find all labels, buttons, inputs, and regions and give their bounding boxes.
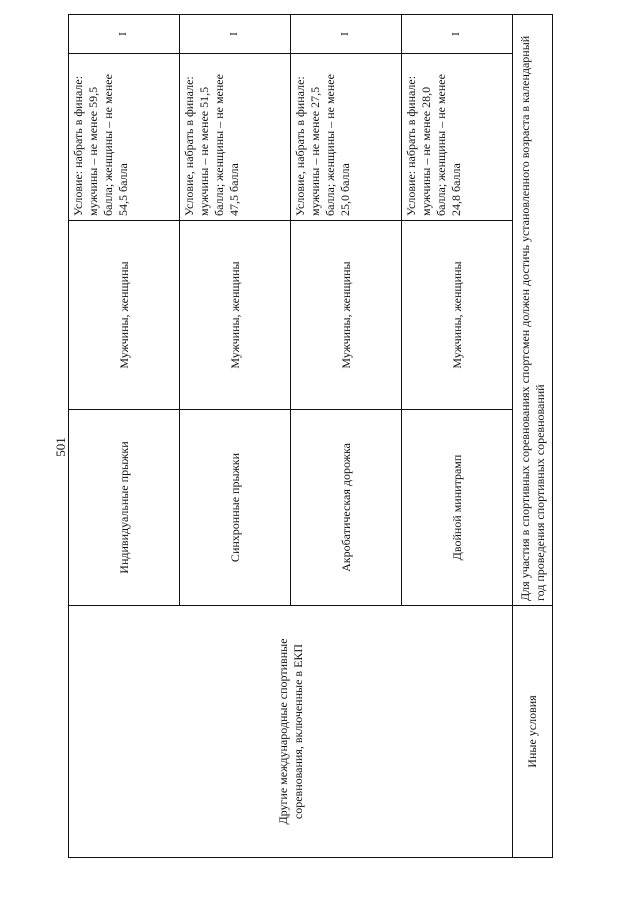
discipline-cell: Акробатическая дорожка — [291, 410, 402, 606]
condition-cell: Условие: набрать в финале: мужчины – не менее 59,5 балла; женщины – не менее 54,5 балла — [69, 54, 180, 221]
rank-cell: I — [180, 15, 291, 54]
gender-cell: Мужчины, женщины — [69, 221, 180, 410]
gender-cell: Мужчины, женщины — [180, 221, 291, 410]
discipline-cell: Индивидуальные прыжки — [69, 410, 180, 606]
competition-type-cell: Другие международные спортивные соревнования, включенные в ЕКП — [69, 606, 513, 858]
discipline-cell: Синхронные прыжки — [180, 410, 291, 606]
condition-cell: Условие: набрать в финале: мужчины – не менее 28,0 балла; женщины – не менее 24,8 балла — [402, 54, 513, 221]
rank-cell: I — [291, 15, 402, 54]
page-number: 501 — [53, 437, 68, 457]
table-row — [69, 15, 180, 858]
rotated-table-page — [68, 32, 552, 858]
other-conditions-label: Иные условия — [513, 606, 553, 858]
rank-cell: I — [69, 15, 180, 54]
other-conditions-text: Для участия в спортивных соревнованиях спортсмен должен достичь установленного возраста в календарный год проведения спортивных соревнований — [513, 15, 553, 606]
discipline-cell: Двойной минитрамп — [402, 410, 513, 606]
table-row — [513, 15, 553, 858]
gender-cell: Мужчины, женщины — [291, 221, 402, 410]
condition-cell: Условие, набрать в финале: мужчины – не менее 27,5 балла; женщины – не менее 25,0 балла — [291, 54, 402, 221]
requirements-table — [68, 14, 553, 858]
rank-cell: I — [402, 15, 513, 54]
gender-cell: Мужчины, женщины — [402, 221, 513, 410]
condition-cell: Условие, набрать в финале: мужчины – не менее 51,5 балла; женщины – не менее 47,5 балла — [180, 54, 291, 221]
